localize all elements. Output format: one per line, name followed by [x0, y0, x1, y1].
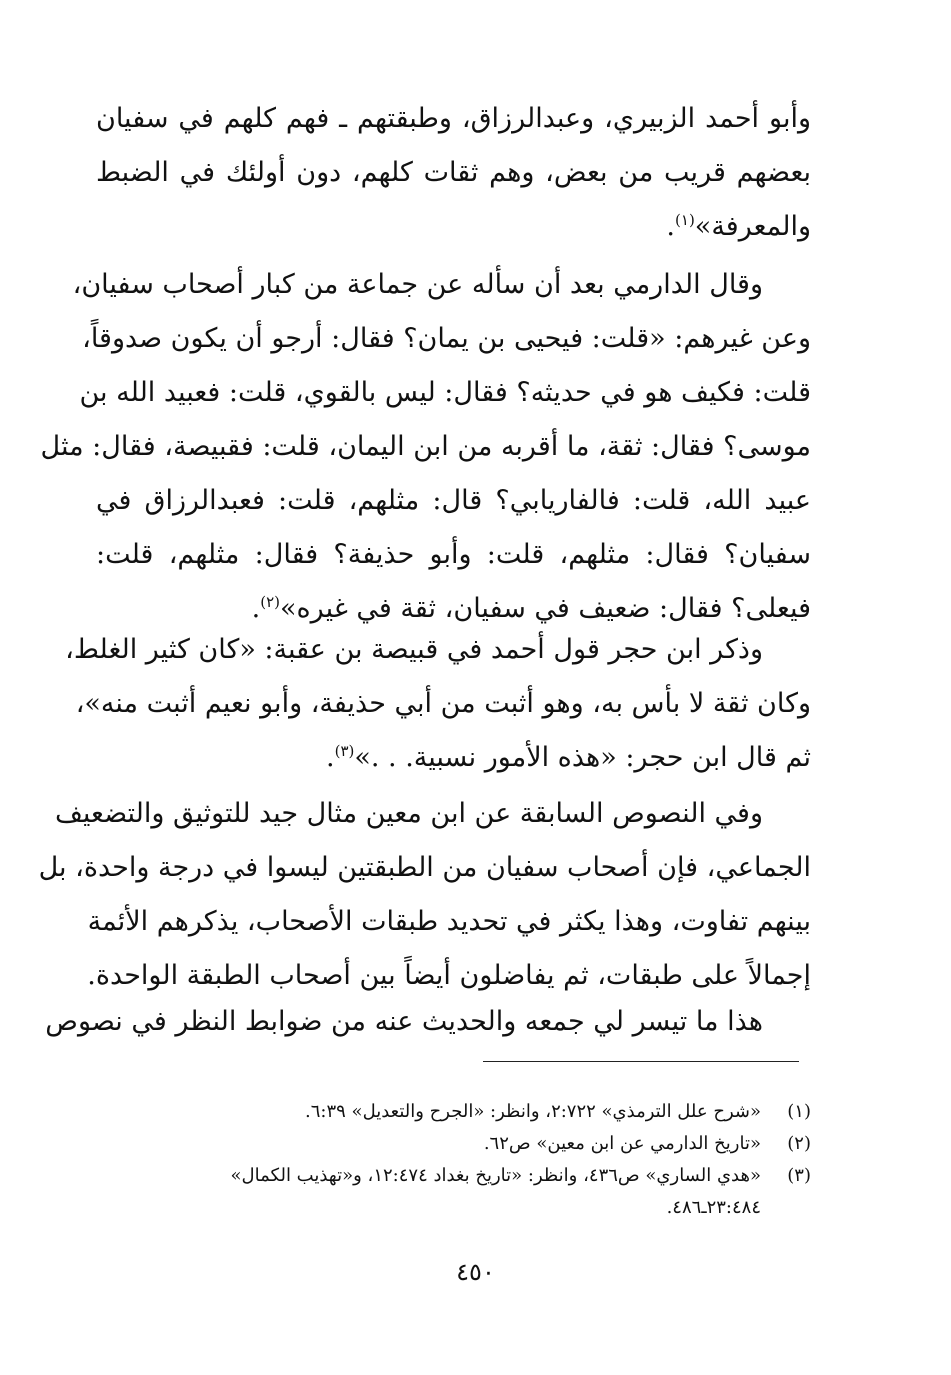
text-line-content: فيعلى؟ فقال: ضعيف في سفيان، ثقة في غيره»	[280, 593, 811, 624]
text-line: وقال الدارمي بعد أن سأله عن جماعة من كبار أصحاب سفيان،	[72, 269, 763, 300]
line-end-punctuation: .	[251, 593, 261, 624]
text-line: وعن غيرهم: «قلت: فيحيى بن يمان؟ فقال: أرجو أن يكون صدوقاً،	[82, 323, 811, 354]
text-line: موسى؟ فقال: ثقة، ما أقربه من ابن اليمان، قلت: فقبيصة، فقال: مثل	[40, 431, 811, 462]
footnote-reference: (٢)	[260, 593, 281, 611]
paragraph-4	[38, 787, 811, 1003]
footnote	[96, 1160, 811, 1224]
text-line: إجمالاً على طبقات، ثم يفاضلون أيضاً بين أصحاب الطبقة الواحدة.	[87, 960, 811, 991]
text-line: سفيان؟ فقال: مثلهم، قلت: وأبو حذيفة؟ فقال: مثلهم، قلت:	[96, 539, 811, 570]
text-line: هذا ما تيسر لي جمعه والحديث عنه من ضوابط النظر في نصوص	[45, 1006, 763, 1037]
footnote-separator	[483, 1061, 799, 1062]
text-line-content: والمعرفة»	[694, 211, 811, 242]
text-line: وأبو أحمد الزبيري، وعبدالرزاق، وطبقتهم ـ فهم كلهم في سفيان	[96, 103, 811, 134]
footnotes	[96, 1096, 811, 1224]
footnote	[96, 1128, 811, 1160]
paragraph-1	[96, 92, 811, 254]
text-line: قلت: فكيف هو في حديثه؟ فقال: ليس بالقوي، قلت: فعبيد الله بن	[79, 377, 811, 408]
text-line	[96, 200, 811, 254]
text-line: وفي النصوص السابقة عن ابن معين مثال جيد للتوثيق والتضعيف	[54, 798, 763, 829]
footnote-text: «تاريخ الدارمي عن ابن معين» ص٦٢.	[483, 1133, 761, 1154]
footnote-reference: (١)	[675, 211, 695, 229]
text-line: الجماعي، فإن أصحاب سفيان من الطبقتين ليسوا في درجة واحدة، بل	[38, 852, 811, 883]
footnote-text: ٢٣:٤٨٤ـ٤٨٦.	[666, 1197, 761, 1218]
text-line-content: ثم قال ابن حجر: «هذه الأمور نسبية. . .»	[354, 742, 811, 773]
footnote-text: «هدي الساري» ص٤٣٦، وانظر: «تاريخ بغداد ١٢:٤٧٤، و«تهذيب الكمال»	[230, 1165, 761, 1186]
footnote-number: (١)	[787, 1101, 811, 1122]
line-end-punctuation: .	[666, 211, 676, 242]
text-line: بينهم تفاوت، وهذا يكثر في تحديد طبقات الأصحاب، يذكرهم الأئمة	[87, 906, 811, 937]
text-line: عبيد الله، قلت: فالفاريابي؟ قال: مثلهم، قلت: فعبدالرزاق في	[96, 485, 811, 516]
footnote-number: (٢)	[787, 1133, 811, 1154]
line-end-punctuation: .	[325, 742, 335, 773]
paragraph-5	[45, 995, 811, 1049]
paragraph-3	[65, 623, 811, 785]
text-line	[96, 731, 811, 785]
footnote-reference: (٣)	[334, 742, 355, 760]
footnote	[96, 1096, 811, 1128]
paragraph-2	[40, 258, 811, 636]
footnote-number: (٣)	[787, 1165, 811, 1186]
footnote-text: «شرح علل الترمذي» ٢:٧٢٢، وانظر: «الجرح والتعديل» ٦:٣٩.	[305, 1101, 761, 1122]
text-line: بعضهم قريب من بعض، وهم ثقات كلهم، دون أولئك في الضبط	[96, 157, 811, 188]
text-line: وكان ثقة لا بأس به، وهو أثبت من أبي حذيفة، وأبو نعيم أثبت منه»،	[75, 688, 811, 719]
text-line: وذكر ابن حجر قول أحمد في قبيصة بن عقبة: «كان كثير الغلط،	[65, 634, 763, 665]
page-number: ٤٥٠	[456, 1258, 495, 1286]
